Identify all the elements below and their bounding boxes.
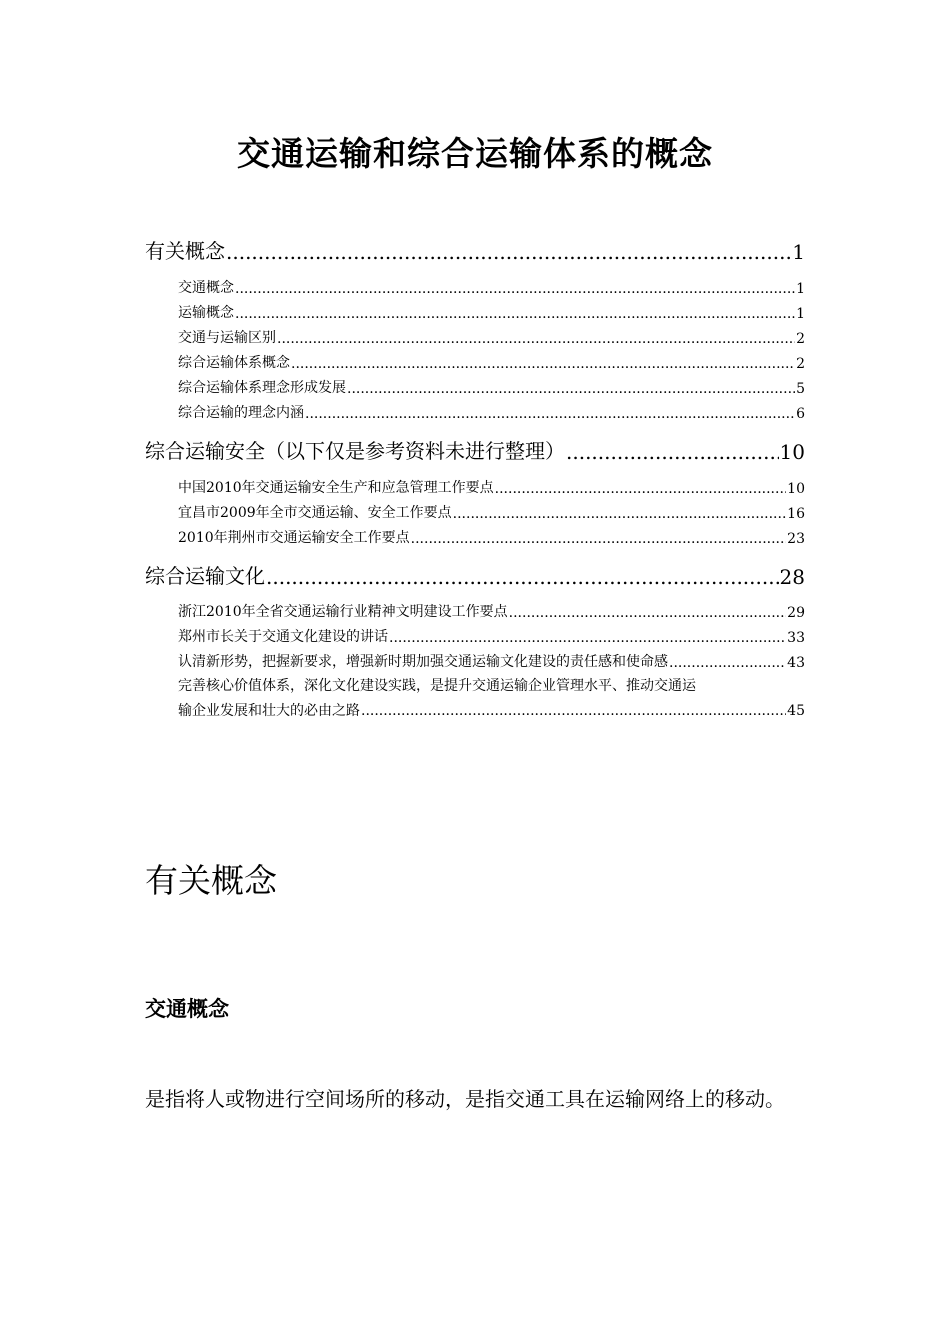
toc-entry-text-line1: 完善核心价值体系，深化文化建设实践，是提升交通运输企业管理水平、推动交通运 bbox=[178, 678, 696, 694]
toc-page-number: 6 bbox=[796, 406, 805, 422]
toc-entry-text: 郑州市长关于交通文化建设的讲话 bbox=[178, 629, 388, 645]
toc-entry-text-line2: 输企业发展和壮大的必由之路 bbox=[178, 703, 360, 719]
toc-entry-text: 交通与运输区别 bbox=[178, 330, 276, 346]
toc-entry-level1[interactable] bbox=[145, 236, 805, 264]
toc-leader-dots bbox=[566, 440, 779, 464]
toc-page-number: 45 bbox=[787, 703, 805, 719]
toc-page-number: 43 bbox=[787, 655, 805, 671]
toc-leader-dots bbox=[277, 331, 795, 347]
toc-page-number: 1 bbox=[792, 240, 805, 264]
toc-leader-dots bbox=[235, 306, 795, 322]
toc-entry-text: 宜昌市2009年全市交通运输、安全工作要点 bbox=[178, 505, 452, 521]
toc-page-number: 28 bbox=[779, 565, 805, 589]
toc-page-number: 23 bbox=[787, 531, 805, 547]
toc-entry-text: 综合运输的理念内涵 bbox=[178, 405, 304, 421]
toc-entry-level2-wrapped[interactable] bbox=[178, 674, 805, 724]
toc-entry-text: 交通概念 bbox=[178, 280, 234, 296]
toc-entry-text: 中国2010年交通运输安全生产和应急管理工作要点 bbox=[178, 480, 494, 496]
toc-leader-dots bbox=[226, 240, 791, 264]
toc-leader-dots bbox=[235, 281, 795, 297]
toc-entry-level2[interactable] bbox=[178, 302, 805, 322]
toc-entry-text: 浙江2010年全省交通运输行业精神文明建设工作要点 bbox=[178, 604, 508, 620]
toc-entry-text: 认清新形势，把握新要求，增强新时期加强交通运输文化建设的责任感和使命感 bbox=[178, 654, 668, 670]
toc-entry-text: 有关概念 bbox=[145, 239, 225, 263]
toc-entry-level2[interactable] bbox=[178, 352, 805, 372]
toc-entry-level2[interactable] bbox=[178, 626, 805, 646]
toc-page-number: 10 bbox=[787, 481, 805, 497]
body-paragraph: 是指将人或物进行空间场所的移动，是指交通工具在运输网络上的移动。 bbox=[145, 1087, 785, 1111]
toc-entry-level2[interactable] bbox=[178, 477, 805, 497]
toc-entry-text: 综合运输安全（以下仅是参考资料未进行整理） bbox=[145, 439, 565, 463]
toc-entry-text: 运输概念 bbox=[178, 305, 234, 321]
toc-entry-level2[interactable] bbox=[178, 502, 805, 522]
toc-leader-dots bbox=[495, 481, 787, 497]
toc-leader-dots bbox=[347, 381, 795, 397]
toc-entry-level2[interactable] bbox=[178, 277, 805, 297]
toc-leader-dots bbox=[305, 406, 795, 422]
toc-entry-level2[interactable] bbox=[178, 527, 805, 547]
toc-leader-dots bbox=[266, 565, 779, 589]
toc-leader-dots bbox=[453, 506, 787, 522]
toc-page-number: 10 bbox=[779, 440, 805, 464]
toc-leader-dots bbox=[361, 699, 786, 724]
toc-page-number: 5 bbox=[796, 381, 805, 397]
toc-entry-level2[interactable] bbox=[178, 651, 805, 671]
toc-entry-text: 综合运输体系概念 bbox=[178, 355, 290, 371]
toc-entry-text: 2010年荆州市交通运输安全工作要点 bbox=[178, 530, 410, 546]
toc-entry-level1[interactable] bbox=[145, 436, 805, 464]
toc-leader-dots bbox=[291, 356, 795, 372]
toc-entry-level1[interactable] bbox=[145, 561, 805, 589]
toc-entry-level2[interactable] bbox=[178, 377, 805, 397]
toc-entry-text: 综合运输文化 bbox=[145, 564, 265, 588]
section-heading: 有关概念 bbox=[145, 861, 277, 900]
toc-page-number: 2 bbox=[796, 331, 805, 347]
page-title: 交通运输和综合运输体系的概念 bbox=[237, 134, 713, 173]
toc-leader-dots bbox=[509, 605, 787, 621]
toc-entry-line2 bbox=[178, 699, 805, 724]
sub-heading: 交通概念 bbox=[145, 997, 229, 1021]
toc-page-number: 29 bbox=[787, 605, 805, 621]
toc-leader-dots bbox=[389, 630, 786, 646]
toc-leader-dots bbox=[669, 655, 786, 671]
toc-page-number: 16 bbox=[787, 506, 805, 522]
toc-page-number: 1 bbox=[796, 281, 805, 297]
toc-entry-level2[interactable] bbox=[178, 601, 805, 621]
toc-entry-text: 综合运输体系理念形成发展 bbox=[178, 380, 346, 396]
toc-page-number: 1 bbox=[796, 306, 805, 322]
toc-entry-level2[interactable] bbox=[178, 327, 805, 347]
toc-page-number: 33 bbox=[787, 630, 805, 646]
toc-leader-dots bbox=[411, 531, 787, 547]
toc-entry-level2[interactable] bbox=[178, 402, 805, 422]
toc-page-number: 2 bbox=[796, 356, 805, 372]
